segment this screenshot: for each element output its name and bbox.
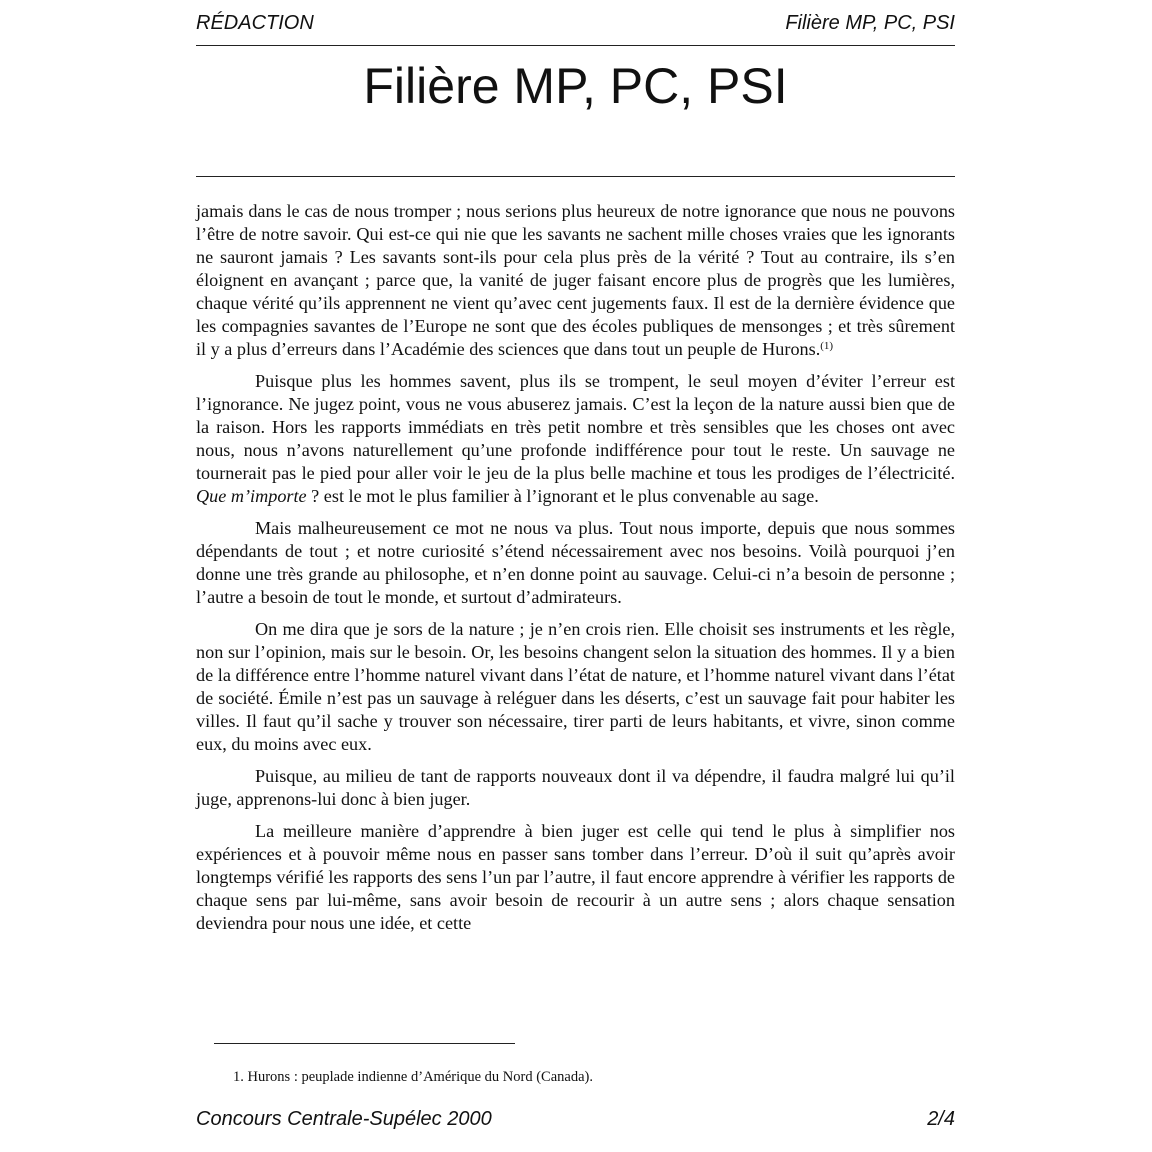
running-header — [196, 10, 955, 36]
paragraph-2-emphasis: Que m’importe — [196, 486, 307, 506]
paragraph-2 — [196, 370, 955, 508]
header-section-label: RÉDACTION — [196, 12, 314, 34]
paragraph-1 — [196, 200, 955, 361]
footnote-reference[interactable]: (1) — [820, 340, 834, 352]
page-number: 2/4 — [927, 1108, 955, 1130]
page-title: Filière MP, PC, PSI — [363, 58, 788, 114]
footer-exam-name: Concours Centrale-Supélec 2000 — [196, 1108, 492, 1130]
paragraph-6: La meilleure manière d’apprendre à bien juger est celle qui tend le plus à simplifier nos expériences et à pouvoir même nous en passer sans tomber dans l’erreur. D’où il suit qu’après avoir longtemps vérifié les rapports des sens l’un par l’autre, il faut encore apprendre à vérifier les rapports de chaque sens par lui-même, sans avoir besoin de recourir à un autre sens ; alors chaque sensation deviendra pour nous une idée, et cette — [196, 821, 955, 933]
paragraph-2-text-b: ? est le mot le plus familier à l’ignorant et le plus convenable au sage. — [306, 486, 819, 506]
document-page — [196, 0, 955, 1152]
footnote-rule — [214, 1043, 515, 1044]
paragraph-2-text-a: Puisque plus les hommes savent, plus ils se trompent, le seul moyen d’éviter l’erreur est l’ignorance. Ne jugez point, vous ne vous abuserez jamais. C’est la leçon de la nature aussi bien que de la raison. Hors les rapports immédiats en très petit nombre et très sensibles que les choses ont avec nous, nous n’avons naturellement qu’une profonde indifférence pour tout le reste. Un sauvage ne tournerait pas le pied pour aller voir le jeu de la plus belle machine et tous les prodiges de l’électricité. — [196, 371, 955, 483]
paragraph-5: Puisque, au milieu de tant de rapports nouveaux dont il va dépendre, il faudra malgré lui qu’il juge, apprenons-lui donc à bien juger. — [196, 766, 955, 809]
title-rule — [196, 176, 955, 177]
body-text — [196, 200, 955, 944]
paragraph-3: Mais malheureusement ce mot ne nous va plus. Tout nous importe, depuis que nous sommes dépendants de tout ; et notre curiosité s’étend nécessairement avec nos besoins. Voilà pourquoi j’en donne une très grande au philosophe, et n’en donne point au sauvage. Celui-ci n’a besoin de personne ; l’autre a besoin de tout le monde, et surtout d’admirateurs. — [196, 518, 955, 607]
footnote: 1. Hurons : peuplade indienne d’Amérique du Nord (Canada). — [233, 1069, 593, 1085]
paragraph-4: On me dira que je sors de la nature ; je n’en crois rien. Elle choisit ses instruments et les règle, non sur l’opinion, mais sur le besoin. Or, les besoins changent selon la situation des hommes. Il y a bien de la différence entre l’homme naturel vivant dans l’état de nature, et l’homme naturel vivant dans l’état de société. Émile n’est pas un sauvage à reléguer dans les déserts, c’est un sauvage fait pour habiter les villes. Il faut qu’il sache y trouver son nécessaire, tirer parti de leurs habitants, et vivre, sinon comme eux, du moins avec eux. — [196, 619, 955, 754]
header-track-label: Filière MP, PC, PSI — [785, 12, 955, 34]
paragraph-1-text: jamais dans le cas de nous tromper ; nous serions plus heureux de notre ignorance que nous ne pouvons l’être de notre savoir. Qui est-ce qui nie que les savants ne sachent mille choses vraies que les ignorants ne sauront jamais ? Les savants sont-ils pour cela plus près de la vérité ? Tout au contraire, ils s’en éloignent en avançant ; parce que, la vanité de juger faisant encore plus de progrès que les lumières, chaque vérité qu’ils apprennent ne vient qu’avec cent jugements faux. Il est de la dernière évidence que les compagnies savantes de l’Europe ne sont que des écoles publiques de mensonges ; et très sûrement il y a plus d’erreurs dans l’Académie des sciences que dans tout un peuple de Hurons. — [196, 201, 955, 359]
running-footer — [196, 1106, 955, 1132]
header-rule — [196, 45, 955, 46]
